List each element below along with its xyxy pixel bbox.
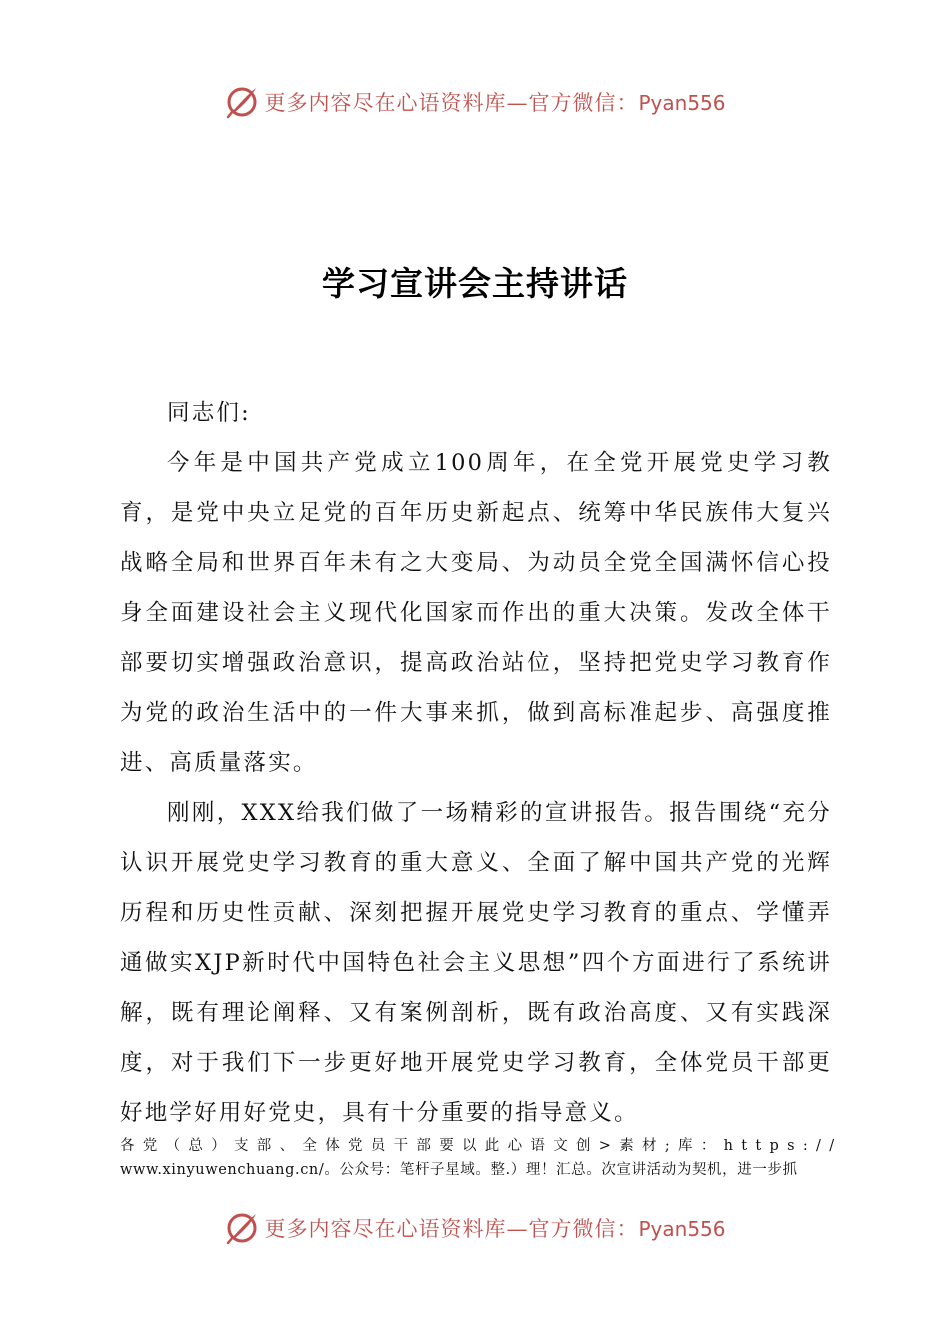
- document-title: 学习宣讲会主持讲话: [322, 264, 628, 303]
- paragraph-1: 今年是中国共产党成立100周年，在全党开展党史学习教育，是党中央立足党的百年历史新起点、统筹中华民族伟大复兴战略全局和世界百年未有之大变局、为动员全党全国满怀信心投身全面建设社会主义现代化国家而作出的重大决策。发改全体干部要切实增强政治意识，提高政治站位，坚持把党史学习教育作为党的政治生活中的一件大事来抓，做到高标准起步、高强度推进、高质量落实。: [120, 450, 832, 776]
- watermark-text: 更多内容尽在心语资料库—官方微信：Pyan556: [264, 1217, 726, 1241]
- watermark-banner-bottom: [0, 1206, 950, 1250]
- watermark-banner-top: [0, 80, 950, 124]
- footer-note-line-1: 各党（总）支部、全体党员干部要以此心语文创>素材;库：https://: [120, 1138, 843, 1154]
- greeting: 同志们:: [167, 400, 251, 426]
- footer-note: [120, 1134, 843, 1182]
- paragraph-2: 刚刚，XXX给我们做了一场精彩的宣讲报告。报告围绕“充分认识开展党史学习教育的重大意义、全面了解中国共产党的光辉历程和历史性贡献、深刻把握开展党史学习教育的重点、学懂弄通做实XJP新时代中国特色社会主义思想”四个方面进行了系统讲解，既有理论阐释、又有案例剖析，既有政治高度、又有实践深度，对于我们下一步更好地开展党史学习教育，全体党员干部更好地学好用好党史，具有十分重要的指导意义。: [120, 800, 832, 1126]
- quill-pen-logo-icon: [224, 84, 260, 120]
- watermark-text: 更多内容尽在心语资料库—官方微信：Pyan556: [264, 91, 726, 115]
- wechat-id: Pyan556: [638, 91, 726, 115]
- footer-note-line-2: www.xinyuwenchuang.cn/。公众号：笔杆子星域。整.）理！汇总。次宣讲活动为契机，进一步抓: [120, 1162, 798, 1178]
- document-body: [120, 388, 832, 1138]
- wechat-id: Pyan556: [638, 1217, 726, 1241]
- quill-pen-logo-icon: [224, 1210, 260, 1246]
